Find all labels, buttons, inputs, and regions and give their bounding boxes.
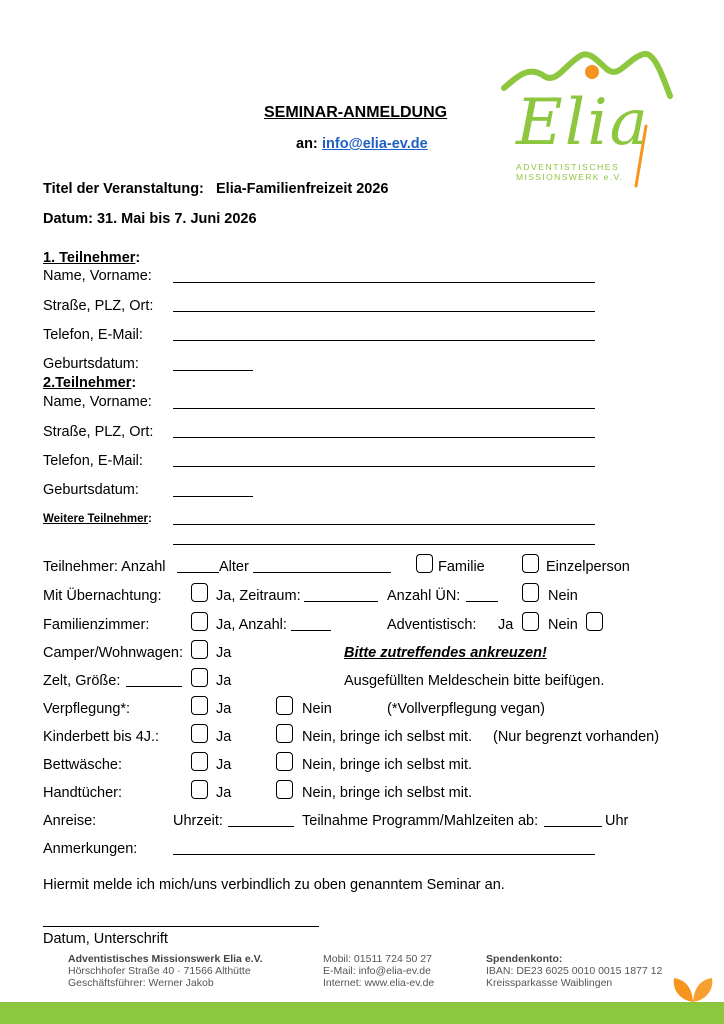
overnight-count-label: Anzahl ÜN: (387, 588, 461, 604)
overnight-period-field[interactable] (304, 601, 378, 602)
p2-street-label: Straße, PLZ, Ort: (43, 424, 154, 440)
participants-count-label: Teilnehmer: Anzahl (43, 559, 166, 575)
p2-phone-field[interactable] (173, 466, 595, 467)
program-from-field[interactable] (544, 826, 602, 827)
logo-subtitle-1: ADVENTISTISCHES (516, 162, 620, 172)
footer-organization (68, 953, 263, 989)
overnight-no-label: Nein (548, 588, 578, 604)
towels-yes-checkbox[interactable] (191, 780, 208, 799)
towels-no-label: Nein, bringe ich selbst mit. (302, 785, 473, 801)
participant2-heading: 2.Teilnehmer: (43, 375, 137, 391)
overnight-yes-label: Ja, Zeitraum: (216, 588, 301, 604)
family-room-yes-checkbox[interactable] (191, 612, 208, 631)
p1-street-label: Straße, PLZ, Ort: (43, 298, 154, 314)
registration-note: Ausgefüllten Meldeschein bitte beifügen. (344, 673, 605, 689)
vegan-note: (*Vollverpflegung vegan) (387, 701, 545, 717)
family-label: Familie (438, 559, 485, 575)
event-date: Datum: 31. Mai bis 7. Juni 2026 (43, 211, 257, 227)
tick-instruction: Bitte zutreffendes ankreuzen! (344, 645, 547, 661)
family-room-yes-label: Ja, Anzahl: (216, 617, 287, 633)
footer-bank (486, 953, 662, 989)
overnight-no-checkbox[interactable] (522, 583, 539, 602)
footer-iban: IBAN: DE23 6025 0010 0015 1877 12 (486, 965, 663, 977)
p1-street-field[interactable] (173, 311, 595, 312)
tent-yes-checkbox[interactable] (191, 668, 208, 687)
crib-yes-label: Ja (216, 729, 232, 745)
declaration-text: Hiermit melde ich mich/uns verbindlich zu oben genanntem Seminar an. (43, 877, 505, 893)
adventist-label: Adventistisch: (387, 617, 477, 633)
further-participants-field-2[interactable] (173, 544, 595, 545)
leaf-icon (670, 972, 716, 1009)
age-label: Alter (219, 559, 249, 575)
catering-yes-label: Ja (216, 701, 232, 717)
signature-label: Datum, Unterschrift (43, 931, 168, 947)
footer-green-bar (0, 1002, 724, 1024)
single-checkbox[interactable] (522, 554, 539, 573)
event-title-value: Elia-Familienfreizeit 2026 (216, 181, 389, 197)
p2-name-field[interactable] (173, 408, 595, 409)
adventist-no-label: Nein (548, 617, 578, 633)
further-participants-field-1[interactable] (173, 524, 595, 525)
adventist-yes-label: Ja (498, 617, 514, 633)
crib-no-checkbox[interactable] (276, 724, 293, 743)
arrival-time-field[interactable] (228, 826, 294, 827)
participant1-heading: 1. Teilnehmer: (43, 250, 141, 266)
event-title-label: Titel der Veranstaltung: (43, 181, 204, 197)
footer-org-address: Hörschhofer Straße 40 · 71566 Althütte (68, 965, 251, 977)
family-checkbox[interactable] (416, 554, 433, 573)
p1-phone-label: Telefon, E-Mail: (43, 327, 143, 343)
clock-label: Uhr (605, 813, 629, 829)
crib-yes-checkbox[interactable] (191, 724, 208, 743)
overnight-count-field[interactable] (466, 601, 498, 602)
participants-count-field[interactable] (177, 572, 219, 573)
remarks-field[interactable] (173, 854, 595, 855)
towels-label: Handtücher: (43, 785, 122, 801)
p1-birth-field[interactable] (173, 370, 253, 371)
logo-wordmark: Elia (516, 86, 650, 160)
p2-street-field[interactable] (173, 437, 595, 438)
p2-birth-field[interactable] (173, 496, 253, 497)
p1-birth-label: Geburtsdatum: (43, 356, 139, 372)
bedding-yes-label: Ja (216, 757, 232, 773)
p2-birth-label: Geburtsdatum: (43, 482, 139, 498)
single-label: Einzelperson (546, 559, 630, 575)
p1-name-field[interactable] (173, 282, 595, 283)
footer-website: Internet: www.elia-ev.de (323, 977, 435, 989)
bedding-yes-checkbox[interactable] (191, 752, 208, 771)
bedding-no-label: Nein, bringe ich selbst mit. (302, 757, 473, 773)
adventist-no-checkbox[interactable] (586, 612, 603, 631)
p2-name-label: Name, Vorname: (43, 394, 152, 410)
arrival-label: Anreise: (43, 813, 97, 829)
crib-label: Kinderbett bis 4J.: (43, 729, 160, 745)
crib-limited-note: (Nur begrenzt vorhanden) (493, 729, 660, 745)
email-link[interactable]: info@elia-ev.de (322, 136, 428, 152)
footer-contact (323, 953, 434, 989)
tent-label: Zelt, Größe: (43, 673, 121, 689)
family-room-label: Familienzimmer: (43, 617, 150, 633)
bedding-no-checkbox[interactable] (276, 752, 293, 771)
logo-subtitle-2: MISSIONSWERK e.V. (516, 172, 624, 182)
program-from-label: Teilnahme Programm/Mahlzeiten ab: (302, 813, 539, 829)
catering-no-checkbox[interactable] (276, 696, 293, 715)
to-label: an: (296, 136, 318, 152)
family-room-count-field[interactable] (291, 630, 331, 631)
age-field[interactable] (253, 572, 391, 573)
p2-phone-label: Telefon, E-Mail: (43, 453, 143, 469)
footer-org-name: Adventistisches Missionswerk Elia e.V. (68, 953, 263, 965)
further-participants-label: Weitere Teilnehmer: (43, 513, 152, 525)
footer-email: E-Mail: info@elia-ev.de (323, 965, 431, 977)
arrival-time-label: Uhrzeit: (173, 813, 223, 829)
catering-no-label: Nein (302, 701, 332, 717)
signature-field[interactable] (43, 926, 319, 927)
p1-phone-field[interactable] (173, 340, 595, 341)
towels-yes-label: Ja (216, 785, 232, 801)
towels-no-checkbox[interactable] (276, 780, 293, 799)
catering-label: Verpflegung*: (43, 701, 131, 717)
camper-label: Camper/Wohnwagen: (43, 645, 183, 661)
page-title: SEMINAR-ANMELDUNG (264, 104, 448, 121)
adventist-yes-checkbox[interactable] (522, 612, 539, 631)
bedding-label: Bettwäsche: (43, 757, 122, 773)
footer-bank-name: Kreissparkasse Waiblingen (486, 977, 613, 989)
overnight-label: Mit Übernachtung: (43, 588, 162, 604)
footer-bank-title: Spendenkonto: (486, 953, 563, 965)
crib-no-label: Nein, bringe ich selbst mit. (302, 729, 473, 745)
footer-org-manager: Geschäftsführer: Werner Jakob (68, 977, 214, 989)
tent-size-field[interactable] (126, 686, 182, 687)
tent-yes-label: Ja (216, 673, 232, 689)
overnight-yes-checkbox[interactable] (191, 583, 208, 602)
camper-yes-checkbox[interactable] (191, 640, 208, 659)
elia-logo (498, 48, 678, 188)
footer-mobile: Mobil: 01511 724 50 27 (323, 953, 432, 965)
remarks-label: Anmerkungen: (43, 841, 138, 857)
catering-yes-checkbox[interactable] (191, 696, 208, 715)
p1-name-label: Name, Vorname: (43, 268, 152, 284)
camper-yes-label: Ja (216, 645, 232, 661)
